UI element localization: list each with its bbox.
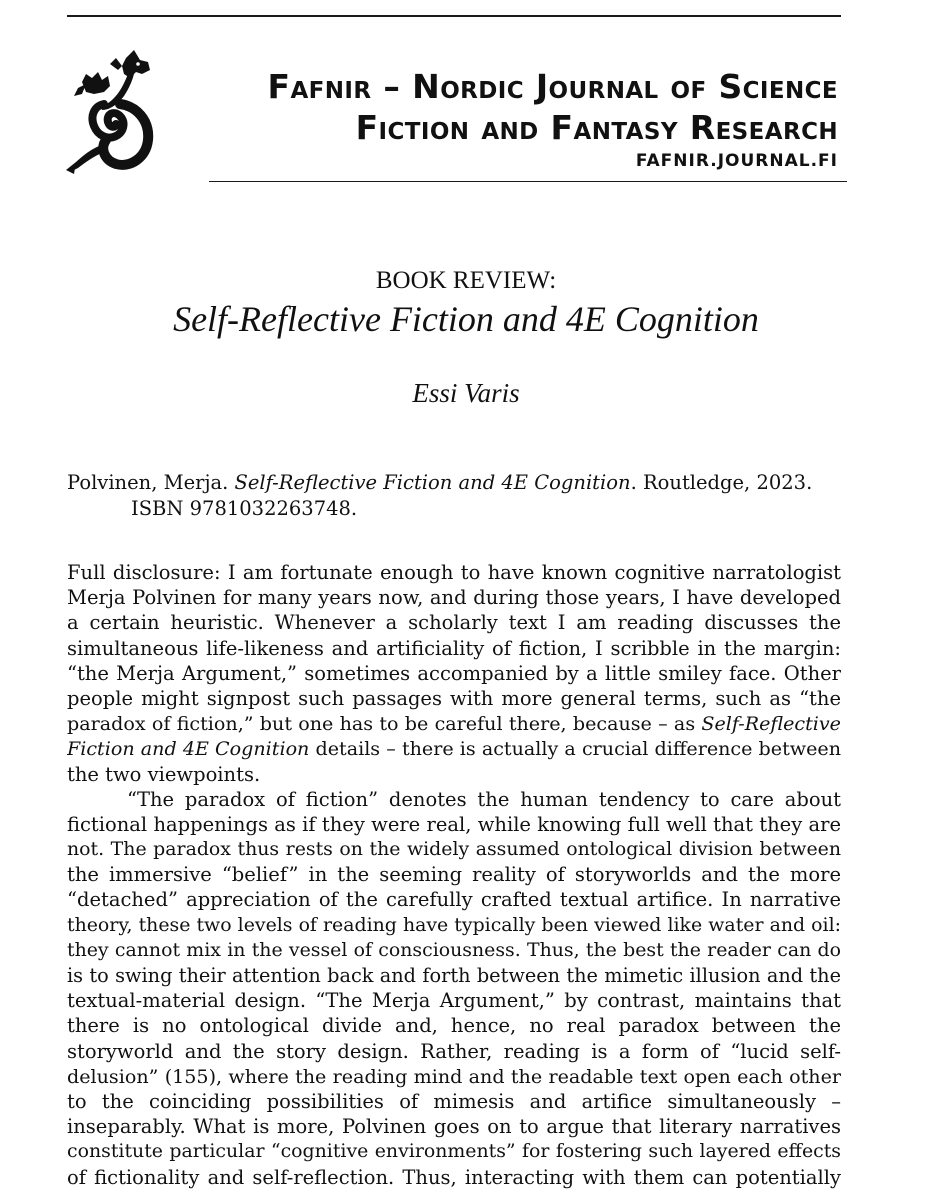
text-line: fictional happenings as if they were real, while knowing full well that they are xyxy=(67,812,841,836)
text-line: delusion” (155), where the reading mind and the readable text open each other xyxy=(67,1064,841,1088)
text-line: a certain heuristic. Whenever a scholarly text I am reading discusses the xyxy=(67,611,841,635)
text-line: is to swing their attention back and forth between the mimetic illusion and the xyxy=(67,964,841,987)
text-line: constitute particular “cognitive environments” for fostering such layered effects xyxy=(67,1140,841,1163)
text-line: textual-material design. “The Merja Argument,” by contrast, maintains that xyxy=(67,989,841,1013)
italic-title: Fiction and 4E Cognition xyxy=(67,737,310,761)
review-title: Self-Reflective Fiction and 4E Cognition xyxy=(173,299,759,339)
text-line: “the Merja Argument,” sometimes accompanied by a little smiley face. Other xyxy=(67,661,841,685)
header-rule xyxy=(209,181,847,182)
text-line: simultaneous life-likeness and artificiality of fiction, I scribble in the margin: xyxy=(67,636,841,660)
paragraph-1 xyxy=(67,560,841,787)
review-label: BOOK REVIEW: xyxy=(375,267,557,294)
review-body xyxy=(67,560,841,1190)
text-line: people might signpost such passages with more general terms, such as “the xyxy=(67,686,841,710)
text-line: of fictionality and self-reflection. Thus, interacting with them can potentially xyxy=(67,1165,841,1189)
book-citation xyxy=(67,470,841,522)
italic-title: Self-Reflective xyxy=(701,712,841,736)
text-line: not. The paradox thus rests on the widely assumed ontological division between xyxy=(67,838,841,861)
paragraph-2 xyxy=(67,787,841,1190)
citation-line-1 xyxy=(67,470,841,496)
top-rule xyxy=(67,15,841,17)
text-line: storyworld and the story design. Rather, reading is a form of “lucid self- xyxy=(67,1039,841,1063)
text-line: theory, these two levels of reading have typically been viewed like water and oil: xyxy=(67,913,841,936)
text-line: the two viewpoints. xyxy=(67,762,261,786)
text-line: there is no ontological divide and, hence, no real paradox between the xyxy=(67,1014,841,1038)
text-line: Full disclosure: I am fortunate enough to have known cognitive narratologist xyxy=(67,561,841,584)
journal-name-line-2: Fiction and Fantasy Research xyxy=(355,108,838,147)
citation-author: Polvinen, Merja. xyxy=(67,471,235,494)
journal-url: FAFNIR.JOURNAL.FI xyxy=(635,151,838,171)
review-author: Essi Varis xyxy=(412,378,520,408)
dragon-logo-icon xyxy=(64,44,160,176)
text-line: “The paradox of fiction” denotes the human tendency to care about xyxy=(127,787,841,811)
text-line: Merja Polvinen for many years now, and during those years, I have developed xyxy=(67,586,841,610)
text-line xyxy=(67,736,841,761)
text-line: they cannot mix in the vessel of consciousness. Thus, the best the reader can do xyxy=(67,938,841,961)
text-line: “detached” appreciation of the carefully crafted textual artifice. In narrative xyxy=(67,888,841,912)
citation-isbn: ISBN 9781032263748. xyxy=(131,497,358,520)
citation-book-title: Self-Reflective Fiction and 4E Cognition xyxy=(234,471,631,494)
text-segment: paradox of fiction,” but one has to be careful there, because – as xyxy=(67,712,702,736)
journal-name-line-1: Fafnir – Nordic Journal of Science xyxy=(267,67,838,106)
citation-publisher: . Routledge, 2023. xyxy=(630,471,813,494)
text-line: to the coinciding possibilities of mimesis and artifice simultaneously – xyxy=(67,1089,841,1113)
text-line xyxy=(67,711,841,736)
text-line: the immersive “belief” in the seeming reality of storyworlds and the more xyxy=(67,863,841,887)
text-line: inseparably. What is more, Polvinen goes on to argue that literary narratives xyxy=(67,1115,841,1139)
text-segment: details – there is actually a crucial difference between xyxy=(309,737,841,761)
